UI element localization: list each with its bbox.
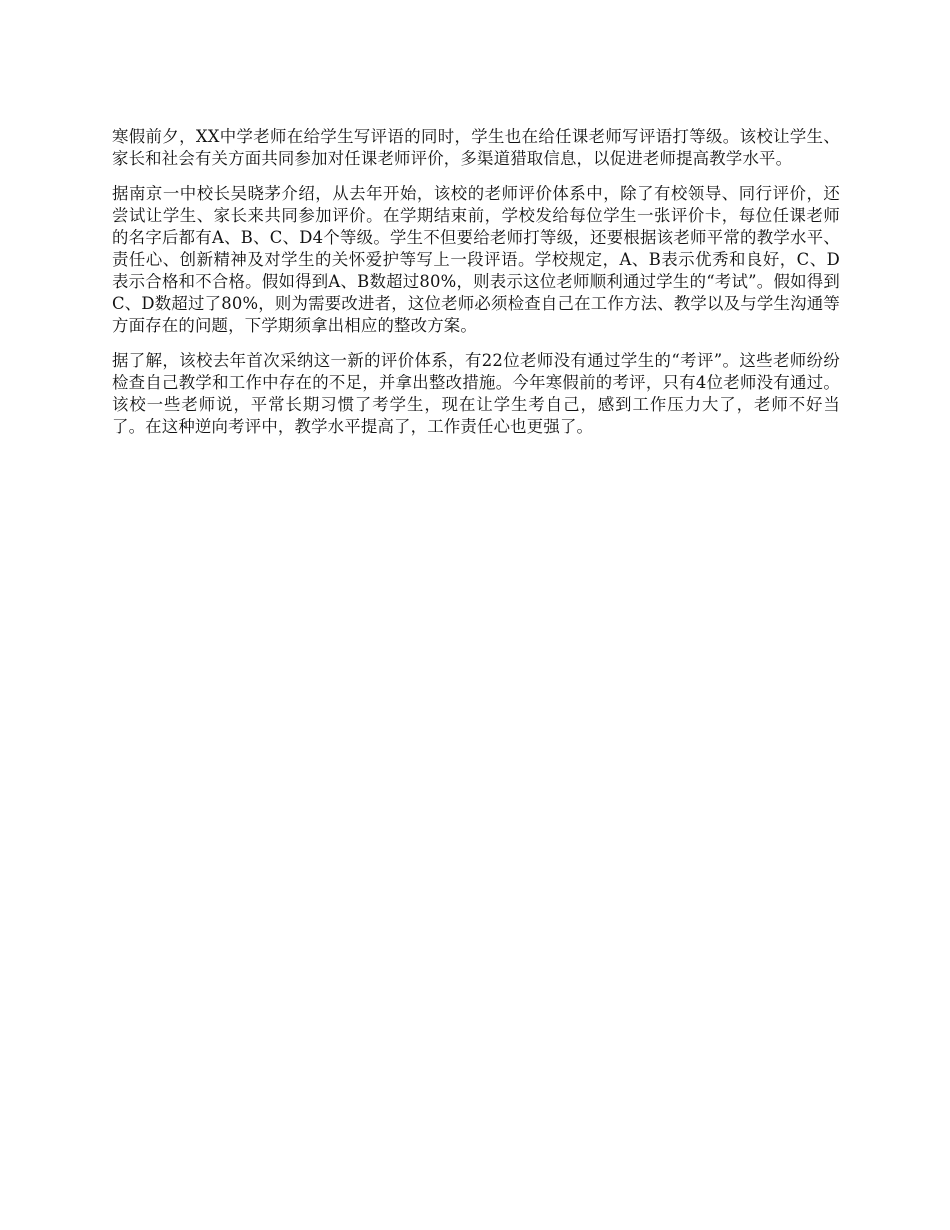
paragraph-2: 据南京一中校长吴晓茅介绍，从去年开始，该校的老师评价体系中，除了有校领导、同行评价，还尝试让学生、家长来共同参加评价。在学期结束前，学校发给每位学生一张评价卡，每位任课老师的名字后都有A、B、C、D4个等级。学生不但要给老师打等级，还要根据该老师平常的教学水平、责任心、创新精神及对学生的关怀爱护等写上一段评语。学校规定，A、B表示优秀和良好，C、D表示合格和不合格。假如得到A、B数超过80%，则表示这位老师顺利通过学生的“考试”。假如得到C、D数超过了80%，则为需要改进者，这位老师必须检查自己在工作方法、教学以及与学生沟通等方面存在的问题，下学期须拿出相应的整改方案。 xyxy=(112,184,840,335)
paragraph-1: 寒假前夕，XX中学老师在给学生写评语的同时，学生也在给任课老师写评语打等级。该校让学生、家长和社会有关方面共同参加对任课老师评价，多渠道猎取信息，以促进老师提高教学水平。 xyxy=(112,127,840,168)
paragraph-3: 据了解，该校去年首次采纳这一新的评价体系，有22位老师没有通过学生的“考评”。这些老师纷纷检查自己教学和工作中存在的不足，并拿出整改措施。今年寒假前的考评，只有4位老师没有通过。该校一些老师说，平常长期习惯了考学生，现在让学生考自己，感到工作压力大了，老师不好当了。在这种逆向考评中，教学水平提高了，工作责任心也更强了。 xyxy=(112,351,840,436)
document-body xyxy=(112,126,840,451)
